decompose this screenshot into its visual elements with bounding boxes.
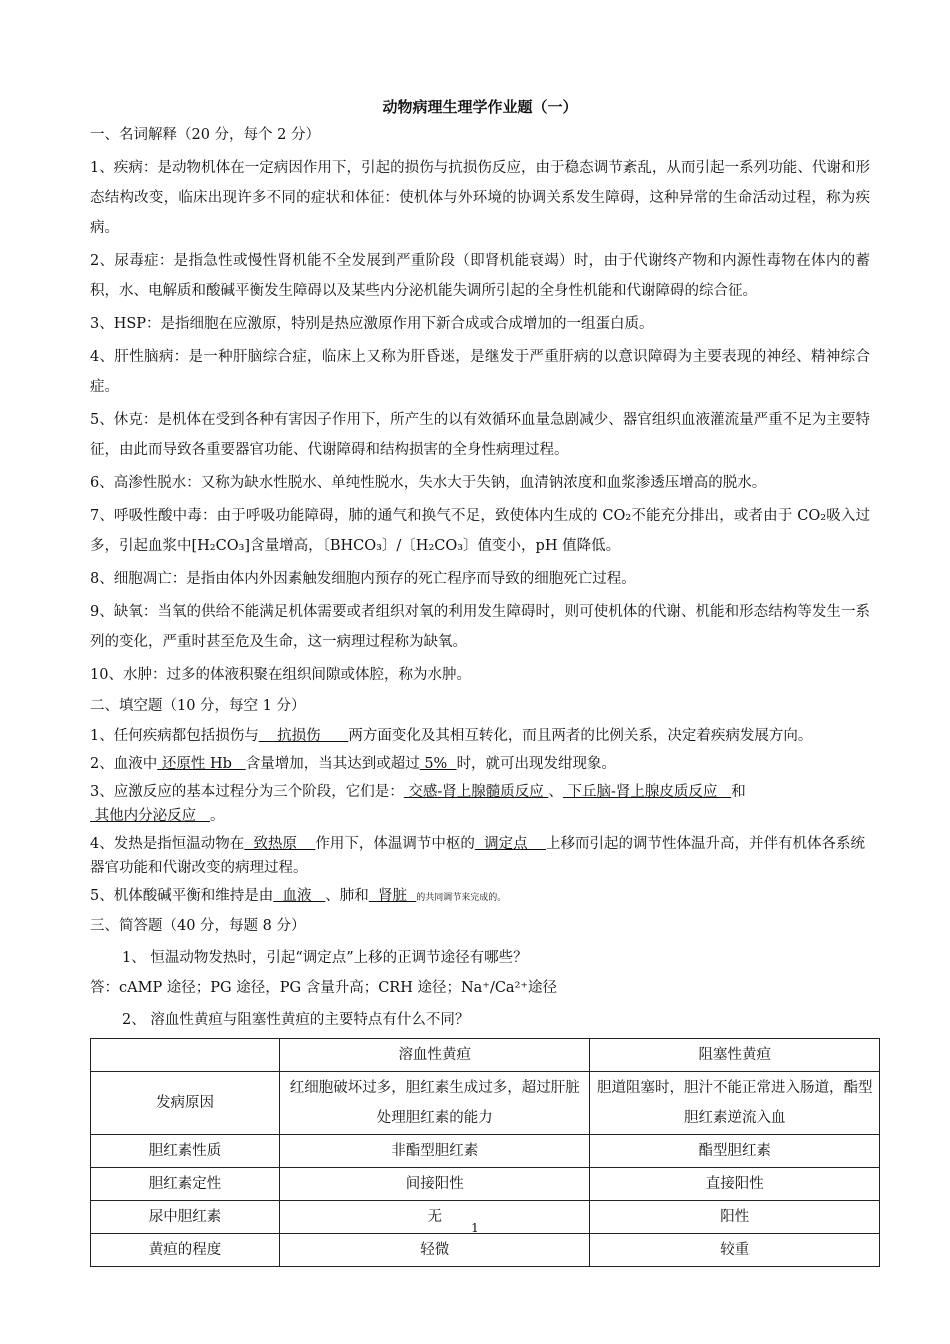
definition-item: 2、尿毒症：是指急性或慢性肾机能不全发展到严重阶段（即肾机能衰竭）时，由于代谢终产物和内源性毒物在体内的蓄积，水、电解质和酸碱平衡发生障碍以及某些内分泌机能失调所引起的全身性机能和代谢障碍的综合征。 xyxy=(90,253,870,299)
fill-text: 、肺和 xyxy=(325,888,369,904)
definition-item: 10、水肿：过多的体液积聚在组织间隙或体腔，称为水肿。 xyxy=(90,667,471,683)
table-row xyxy=(91,1135,880,1168)
table-cell: 发病原因 xyxy=(91,1072,280,1135)
table-cell: 黄疸的程度 xyxy=(91,1234,280,1267)
fill-answer: 其他内分泌反应 xyxy=(90,808,210,824)
fill-blanks-list xyxy=(90,724,870,910)
fill-item-4 xyxy=(90,832,870,880)
fill-text-small: 的共同调节来完成的。 xyxy=(416,893,507,903)
document-title: 动物病理生理学作业题（一） xyxy=(382,98,578,116)
fill-text: 时，就可出现发绀现象。 xyxy=(456,756,617,772)
fill-text: 。 xyxy=(209,808,225,824)
fill-text: 作用下，体温调节中枢的 xyxy=(315,836,475,852)
table-header-row xyxy=(91,1039,880,1072)
table-cell: 较重 xyxy=(590,1234,880,1267)
fill-answer: 致热原 xyxy=(244,836,316,852)
table-cell: 胆红素性质 xyxy=(91,1135,280,1168)
table-header-cell xyxy=(91,1039,280,1072)
definition-item: 3、HSP：是指细胞在应激原，特别是热应激原作用下新合成或合成增加的一组蛋白质。 xyxy=(90,316,654,332)
fill-text: 两方面变化及其相互转化，而且两者的比例关系，决定着疾病发展方向。 xyxy=(348,728,813,744)
definition-item: 7、呼吸性酸中毒：由于呼吸功能障碍，肺的通气和换气不足，致使体内生成的 CO₂不能充分排出，或者由于 CO₂吸入过多，引起血浆中[H₂CO₃]含量增高，〔BHCO₃〕/〔H₂CO₃〕值变小，pH 值降低。 xyxy=(90,508,870,554)
table-header-cell: 溶血性黄疸 xyxy=(280,1039,590,1072)
page-number: 1 xyxy=(471,1221,479,1235)
fill-text: 4、发热是指恒温动物在 xyxy=(90,836,245,852)
fill-item-2 xyxy=(90,752,870,776)
question-1: 1、 恒温动物发热时，引起“调定点”上移的正调节途径有哪些？ xyxy=(122,950,528,966)
fill-item-1 xyxy=(90,724,870,748)
table-cell: 红细胞破坏过多，胆红素生成过多，超过肝脏处理胆红素的能力 xyxy=(280,1072,590,1135)
table-cell: 非酯型胆红素 xyxy=(280,1135,590,1168)
fill-answer: 交感-肾上腺髓质反应 xyxy=(403,784,549,800)
fill-answer: 5% xyxy=(419,756,457,772)
table-cell: 尿中胆红素 xyxy=(91,1201,280,1234)
table-row xyxy=(91,1072,880,1135)
fill-answer: 调定点 xyxy=(474,836,547,852)
definition-item: 1、疾病：是动物机体在一定病因作用下，引起的损伤与抗损伤反应，由于稳态调节紊乱，从而引起一系列功能、代谢和形态结构改变，临床出现许多不同的症状和体征：使机体与外环境的协调关系发生障碍，这种异常的生命活动过程，称为疾病。 xyxy=(90,160,870,236)
fill-answer: 肾脏 xyxy=(368,888,417,904)
fill-text: 上移而引起的调节性体温升高，并伴有机体各系统器官功能和代谢改变的病理过程。 xyxy=(90,836,866,876)
table-cell: 直接阳性 xyxy=(590,1168,880,1201)
fill-answer: 血液 xyxy=(273,888,326,904)
answer-1: 答：cAMP 途径；PG 途径，PG 含量升高；CRH 途径；Na⁺/Ca²⁺途径 xyxy=(90,980,558,996)
table-cell: 轻微 xyxy=(280,1234,590,1267)
fill-text: 2、血液中 xyxy=(90,756,158,772)
fill-text: 5、机体酸碱平衡和维持是由 xyxy=(90,888,274,904)
fill-text: 和 xyxy=(731,784,746,800)
table-cell: 胆道阻塞时，胆汁不能正常进入肠道，酯型胆红素逆流入血 xyxy=(590,1072,880,1135)
document-page xyxy=(90,96,873,1267)
table-cell: 阳性 xyxy=(590,1201,880,1234)
fill-answer: 抗损伤 xyxy=(258,728,349,744)
table-cell: 无 xyxy=(280,1201,590,1234)
fill-answer: 下丘脑-肾上腺皮质反应 xyxy=(562,784,732,800)
table-cell: 酯型胆红素 xyxy=(590,1135,880,1168)
fill-item-3 xyxy=(90,780,870,828)
fill-answer: 还原性 Hb xyxy=(157,756,246,772)
definitions-list xyxy=(90,153,870,690)
section-heading-definitions: 一、名词解释（20 分，每个 2 分） xyxy=(90,127,321,143)
definition-item: 9、缺氧：当氧的供给不能满足机体需要或者组织对氧的利用发生障碍时，则可使机体的代谢、机能和形态结构等发生一系列的变化，严重时甚至危及生命，这一病理过程称为缺氧。 xyxy=(90,604,870,650)
table-cell: 胆红素定性 xyxy=(91,1168,280,1201)
fill-text: 3、应激反应的基本过程分为三个阶段，它们是： xyxy=(90,784,404,800)
fill-text: 、 xyxy=(548,784,563,800)
table-row xyxy=(91,1234,880,1267)
fill-text: 1、任何疾病都包括损伤与 xyxy=(90,728,259,744)
definition-item: 5、休克：是机体在受到各种有害因子作用下，所产生的以有效循环血量急剧减少、器官组织血液灌流量严重不足为主要特征，由此而导致各重要器官功能、代谢障碍和结构损害的全身性病理过程。 xyxy=(90,412,870,458)
definition-item: 6、高渗性脱水：又称为缺水性脱水、单纯性脱水，失水大于失钠，血清钠浓度和血浆渗透压增高的脱水。 xyxy=(90,475,767,491)
question-2: 2、 溶血性黄疸与阻塞性黄疸的主要特点有什么不同？ xyxy=(122,1012,470,1028)
section-heading-fill-blanks: 二、填空题（10 分，每空 1 分） xyxy=(90,698,306,714)
fill-item-5 xyxy=(90,884,870,910)
definition-item: 8、细胞凋亡：是指由体内外因素触发细胞内预存的死亡程序而导致的细胞死亡过程。 xyxy=(90,571,636,587)
table-header-cell: 阻塞性黄疸 xyxy=(590,1039,880,1072)
section-heading-short-answer: 三、简答题（40 分，每题 8 分） xyxy=(90,918,306,934)
definition-item: 4、肝性脑病：是一种肝脑综合症，临床上又称为肝昏迷，是继发于严重肝病的以意识障碍为主要表现的神经、精神综合症。 xyxy=(90,349,870,395)
fill-text: 含量增加，当其达到或超过 xyxy=(245,756,420,772)
table-row xyxy=(91,1168,880,1201)
table-cell: 间接阳性 xyxy=(280,1168,590,1201)
